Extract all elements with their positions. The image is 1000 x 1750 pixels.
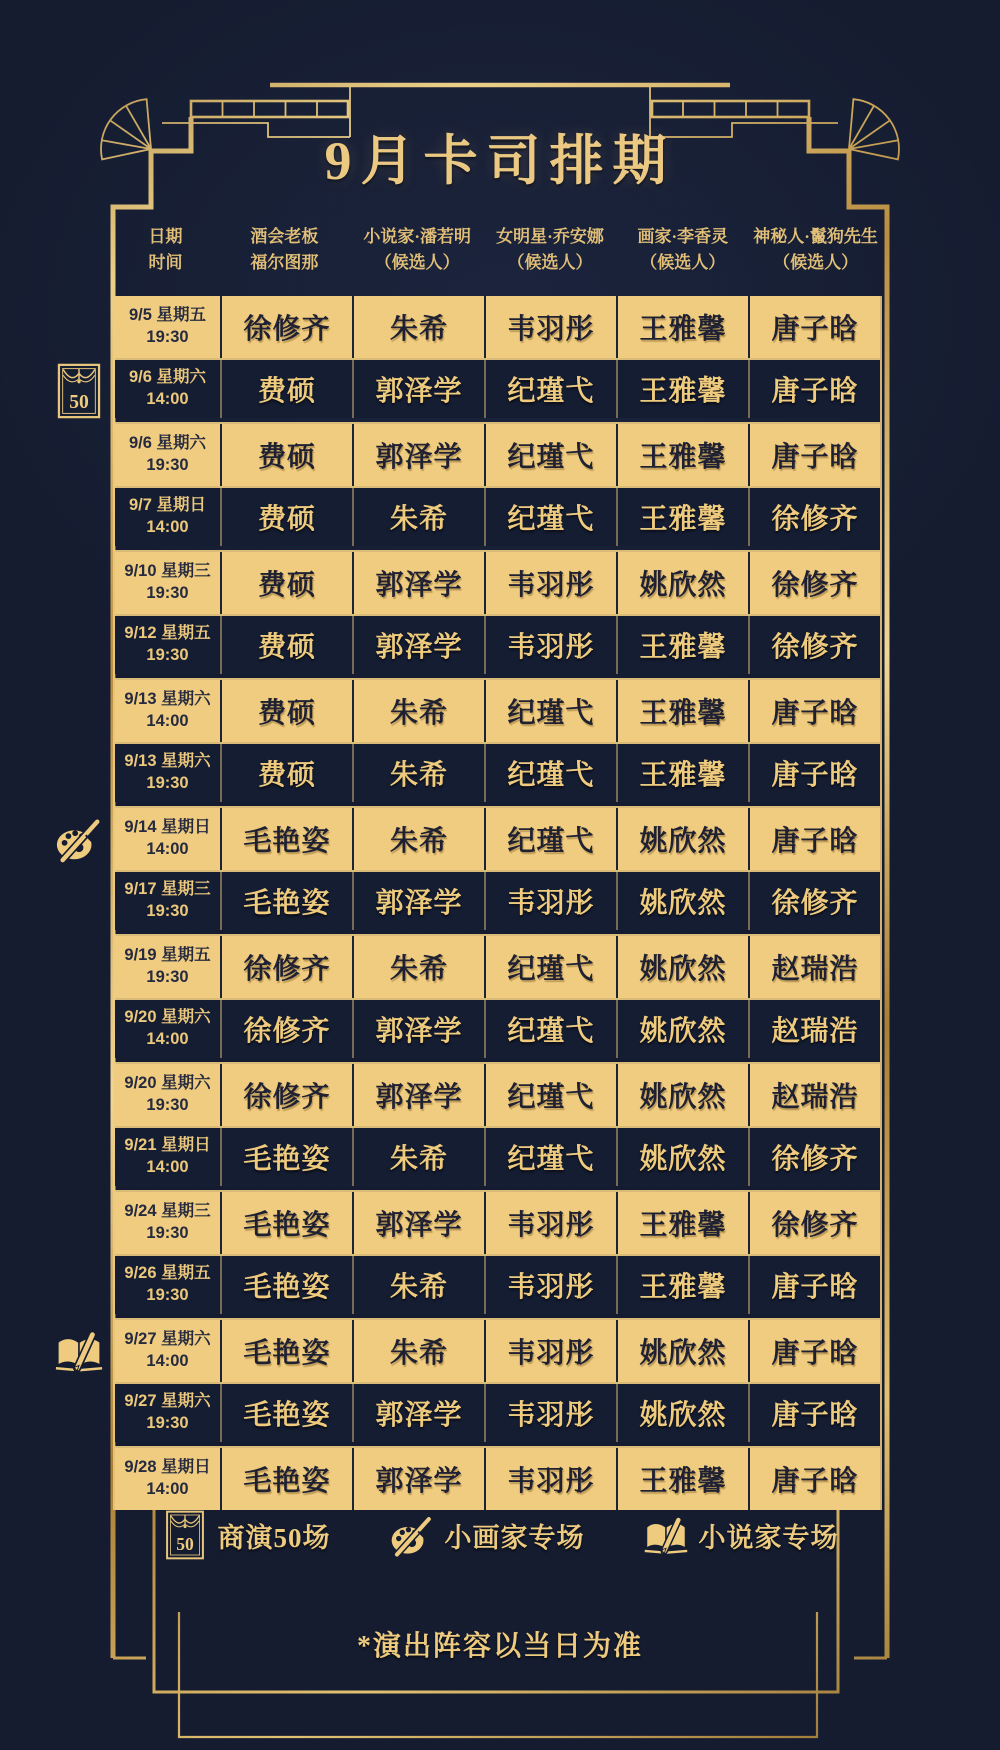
cast-cell-host: 毛艳姿 (220, 808, 352, 870)
legend-item (162, 1510, 331, 1560)
cast-cell-actress: 纪瑾弋 (484, 744, 616, 802)
time-label: 19:30 (146, 902, 189, 920)
cast-cell-novelist: 郭泽学 (352, 424, 484, 486)
row-marker-slot (53, 554, 105, 612)
legend-item (643, 1510, 839, 1560)
time-label: 14:00 (146, 1158, 189, 1176)
row-marker-slot (53, 1322, 105, 1380)
row-marker-slot (53, 426, 105, 484)
cast-cell-painter: 姚欣然 (616, 1064, 748, 1126)
cast-cell-novelist: 朱希 (352, 1320, 484, 1382)
cast-cell-painter: 王雅馨 (616, 488, 748, 546)
cast-cell-host: 徐修齐 (220, 1000, 352, 1058)
time-label: 19:30 (146, 456, 189, 474)
date-label: 9/27 星期六 (124, 1330, 211, 1349)
cast-cell-novelist: 朱希 (352, 1256, 484, 1314)
cast-cell-mystery: 唐子晗 (748, 296, 880, 358)
cast-cell-painter: 姚欣然 (616, 1000, 748, 1058)
time-label: 19:30 (146, 1224, 189, 1242)
page-title: 9月卡司排期 (324, 131, 676, 191)
cast-cell-painter: 王雅馨 (616, 424, 748, 486)
cast-cell-mystery: 唐子晗 (748, 360, 880, 418)
row-marker-slot (53, 490, 105, 548)
cast-cell-actress: 纪瑾弋 (484, 360, 616, 418)
schedule-row (115, 296, 880, 358)
date-label: 9/6 星期六 (128, 434, 207, 453)
cast-cell-painter: 王雅馨 (616, 296, 748, 358)
row-marker-slot (53, 1194, 105, 1252)
cast-cell-mystery: 赵瑞浩 (748, 1000, 880, 1058)
cast-cell-actress: 纪瑾弋 (484, 424, 616, 486)
cast-cell-mystery: 唐子晗 (748, 1384, 880, 1442)
cast-cell-mystery: 唐子晗 (748, 1256, 880, 1314)
cast-cell-novelist: 郭泽学 (352, 552, 484, 614)
time-label: 14:00 (146, 840, 189, 858)
time-label: 14:00 (146, 712, 189, 730)
cast-cell-actress: 韦羽彤 (484, 1192, 616, 1254)
schedule-row (115, 808, 880, 870)
cast-cell-actress: 韦羽彤 (484, 1256, 616, 1314)
cast-cell-painter: 姚欣然 (616, 1320, 748, 1382)
cast-cell-mystery: 唐子晗 (748, 680, 880, 742)
time-label: 19:30 (146, 774, 189, 792)
cast-cell-novelist: 朱希 (352, 680, 484, 742)
date-label: 9/13 星期六 (124, 752, 211, 771)
legend-label: 商演50场 (217, 1522, 331, 1553)
cast-cell-actress: 韦羽彤 (484, 296, 616, 358)
date-cell (115, 808, 220, 870)
cast-cell-mystery: 唐子晗 (748, 1320, 880, 1382)
time-label: 14:00 (146, 1030, 189, 1048)
date-label: 9/27 星期六 (124, 1392, 211, 1411)
book-pen-icon (54, 1323, 104, 1379)
cast-cell-novelist: 郭泽学 (352, 360, 484, 418)
row-marker-slot (53, 746, 105, 804)
cast-cell-actress: 纪瑾弋 (484, 488, 616, 546)
row-marker-slot (53, 874, 105, 932)
cast-cell-novelist: 郭泽学 (352, 1064, 484, 1126)
time-label: 14:00 (146, 518, 189, 536)
schedule-row (115, 1192, 880, 1254)
date-cell (115, 296, 220, 358)
date-label: 9/21 星期日 (124, 1136, 211, 1155)
cast-cell-mystery: 徐修齐 (748, 1128, 880, 1186)
cast-cell-host: 费硕 (220, 488, 352, 546)
cast-cell-painter: 王雅馨 (616, 680, 748, 742)
date-cell (115, 1000, 220, 1058)
date-cell (115, 936, 220, 998)
header-col-mystery: 神秘人·鬣狗先生 （候选人） (753, 227, 878, 272)
cast-cell-novelist: 朱希 (352, 1128, 484, 1186)
table-header (113, 222, 882, 275)
date-cell (115, 744, 220, 802)
time-label: 14:00 (146, 390, 189, 408)
row-marker-slot (53, 938, 105, 996)
date-cell (115, 1256, 220, 1314)
cast-cell-host: 毛艳姿 (220, 1256, 352, 1314)
schedule-row (115, 1254, 880, 1320)
legend-label: 小画家专场 (444, 1522, 585, 1553)
schedule-row (115, 870, 880, 936)
date-label: 9/28 星期日 (124, 1458, 211, 1477)
palette-icon (389, 1510, 435, 1560)
date-cell (115, 424, 220, 486)
date-cell (115, 1192, 220, 1254)
cast-cell-novelist: 郭泽学 (352, 1448, 484, 1510)
legend (0, 1510, 1000, 1560)
date-cell (115, 1064, 220, 1126)
cast-cell-painter: 王雅馨 (616, 1192, 748, 1254)
cast-cell-novelist: 朱希 (352, 296, 484, 358)
time-label: 19:30 (146, 968, 189, 986)
time-label: 14:00 (146, 1480, 189, 1498)
schedule-row (115, 936, 880, 998)
date-label: 9/6 星期六 (128, 368, 207, 387)
cast-cell-novelist: 郭泽学 (352, 616, 484, 674)
schedule-row (115, 1382, 880, 1448)
date-label: 9/26 星期五 (124, 1264, 211, 1283)
cast-cell-novelist: 朱希 (352, 488, 484, 546)
cast-cell-actress: 韦羽彤 (484, 872, 616, 930)
date-label: 9/7 星期日 (128, 496, 207, 515)
header-col-host: 酒会老板 福尔图那 (250, 227, 319, 272)
legend-item (389, 1510, 585, 1560)
date-label: 9/24 星期三 (124, 1202, 211, 1221)
row-marker-slot (53, 810, 105, 868)
palette-icon (54, 811, 104, 867)
schedule-table (113, 222, 882, 1510)
cast-cell-actress: 纪瑾弋 (484, 808, 616, 870)
header-col-novelist: 小说家·潘若明 （候选人） (363, 227, 472, 272)
legend-label: 小说家专场 (698, 1522, 839, 1553)
date-label: 9/13 星期六 (124, 690, 211, 709)
schedule-row (115, 1320, 880, 1382)
cast-cell-painter: 王雅馨 (616, 1448, 748, 1510)
cast-cell-mystery: 徐修齐 (748, 488, 880, 546)
cast-cell-mystery: 徐修齐 (748, 872, 880, 930)
cast-cell-host: 徐修齐 (220, 296, 352, 358)
cast-cell-host: 徐修齐 (220, 936, 352, 998)
cast-cell-painter: 王雅馨 (616, 1256, 748, 1314)
cast-cell-host: 费硕 (220, 424, 352, 486)
cast-cell-mystery: 赵瑞浩 (748, 1064, 880, 1126)
cast-cell-mystery: 徐修齐 (748, 1192, 880, 1254)
schedule-row (115, 998, 880, 1064)
cast-cell-actress: 纪瑾弋 (484, 936, 616, 998)
schedule-row (115, 1064, 880, 1126)
time-label: 19:30 (146, 1096, 189, 1114)
cast-cell-novelist: 郭泽学 (352, 1384, 484, 1442)
cast-cell-host: 费硕 (220, 552, 352, 614)
cast-cell-host: 徐修齐 (220, 1064, 352, 1126)
book-pen-icon (643, 1510, 689, 1560)
cast-cell-host: 费硕 (220, 616, 352, 674)
time-label: 19:30 (146, 1286, 189, 1304)
cast-cell-painter: 王雅馨 (616, 616, 748, 674)
cast-cell-actress: 韦羽彤 (484, 1320, 616, 1382)
cast-cell-actress: 韦羽彤 (484, 552, 616, 614)
row-marker-slot (53, 1258, 105, 1316)
schedule-row (115, 742, 880, 808)
date-cell (115, 1448, 220, 1510)
cast-cell-actress: 纪瑾弋 (484, 1000, 616, 1058)
cast-cell-host: 毛艳姿 (220, 1384, 352, 1442)
header-col-actress: 女明星·乔安娜 （候选人） (496, 227, 604, 272)
date-label: 9/17 星期三 (124, 880, 211, 899)
row-marker-slot (53, 1130, 105, 1188)
schedule-row (115, 486, 880, 552)
cast-cell-mystery: 徐修齐 (748, 552, 880, 614)
cast-cell-host: 费硕 (220, 680, 352, 742)
time-label: 19:30 (146, 584, 189, 602)
date-cell (115, 488, 220, 546)
cast-cell-host: 费硕 (220, 360, 352, 418)
cast-cell-mystery: 唐子晗 (748, 744, 880, 802)
schedule-row (115, 680, 880, 742)
cast-cell-mystery: 唐子晗 (748, 1448, 880, 1510)
cast-cell-painter: 姚欣然 (616, 1384, 748, 1442)
time-label: 14:00 (146, 1352, 189, 1370)
date-label: 9/19 星期五 (124, 946, 211, 965)
row-marker-slot (53, 298, 105, 356)
footnote: *演出阵容以当日为准 (356, 1631, 643, 1662)
date-cell (115, 1320, 220, 1382)
stamp-50-icon (54, 363, 104, 419)
date-label: 9/20 星期六 (124, 1008, 211, 1027)
schedule-row (115, 424, 880, 486)
header-col-painter: 画家·李香灵 （候选人） (637, 227, 729, 272)
cast-cell-host: 毛艳姿 (220, 1448, 352, 1510)
cast-cell-novelist: 朱希 (352, 936, 484, 998)
cast-cell-mystery: 赵瑞浩 (748, 936, 880, 998)
schedule-row (115, 1448, 880, 1510)
date-cell (115, 552, 220, 614)
cast-cell-host: 毛艳姿 (220, 872, 352, 930)
time-label: 19:30 (146, 646, 189, 664)
cast-cell-painter: 王雅馨 (616, 744, 748, 802)
cast-cell-actress: 韦羽彤 (484, 616, 616, 674)
cast-cell-host: 毛艳姿 (220, 1128, 352, 1186)
row-marker-slot (53, 1066, 105, 1124)
cast-cell-actress: 纪瑾弋 (484, 680, 616, 742)
cast-cell-host: 费硕 (220, 744, 352, 802)
cast-cell-actress: 纪瑾弋 (484, 1128, 616, 1186)
cast-cell-painter: 王雅馨 (616, 360, 748, 418)
cast-cell-host: 毛艳姿 (220, 1320, 352, 1382)
cast-cell-mystery: 徐修齐 (748, 616, 880, 674)
header-col-date: 日期 时间 (148, 227, 183, 272)
cast-cell-painter: 姚欣然 (616, 808, 748, 870)
cast-cell-novelist: 郭泽学 (352, 872, 484, 930)
cast-cell-novelist: 朱希 (352, 744, 484, 802)
schedule-row (115, 614, 880, 680)
cast-cell-painter: 姚欣然 (616, 552, 748, 614)
stamp-50-icon (162, 1510, 208, 1560)
schedule-row (115, 1126, 880, 1192)
cast-cell-painter: 姚欣然 (616, 936, 748, 998)
time-label: 19:30 (146, 1414, 189, 1432)
cast-cell-novelist: 郭泽学 (352, 1000, 484, 1058)
row-marker-slot (53, 682, 105, 740)
cast-cell-actress: 纪瑾弋 (484, 1064, 616, 1126)
schedule-row (115, 358, 880, 424)
cast-cell-actress: 韦羽彤 (484, 1384, 616, 1442)
row-marker-slot (53, 1450, 105, 1508)
date-cell (115, 1384, 220, 1442)
date-label: 9/5 星期五 (128, 306, 207, 325)
row-marker-slot (53, 362, 105, 420)
cast-cell-actress: 韦羽彤 (484, 1448, 616, 1510)
cast-cell-novelist: 朱希 (352, 808, 484, 870)
cast-cell-mystery: 唐子晗 (748, 808, 880, 870)
date-cell (115, 616, 220, 674)
row-marker-slot (53, 618, 105, 676)
date-label: 9/10 星期三 (124, 562, 211, 581)
date-cell (115, 680, 220, 742)
row-marker-slot (53, 1002, 105, 1060)
date-cell (115, 1128, 220, 1186)
date-label: 9/20 星期六 (124, 1074, 211, 1093)
date-cell (115, 360, 220, 418)
date-label: 9/14 星期日 (124, 818, 211, 837)
cast-cell-painter: 姚欣然 (616, 872, 748, 930)
schedule-row (115, 552, 880, 614)
cast-cell-novelist: 郭泽学 (352, 1192, 484, 1254)
row-marker-slot (53, 1386, 105, 1444)
time-label: 19:30 (146, 328, 189, 346)
cast-cell-host: 毛艳姿 (220, 1192, 352, 1254)
cast-cell-painter: 姚欣然 (616, 1128, 748, 1186)
date-label: 9/12 星期五 (124, 624, 211, 643)
cast-cell-mystery: 唐子晗 (748, 424, 880, 486)
schedule-rows (113, 296, 882, 1510)
date-cell (115, 872, 220, 930)
